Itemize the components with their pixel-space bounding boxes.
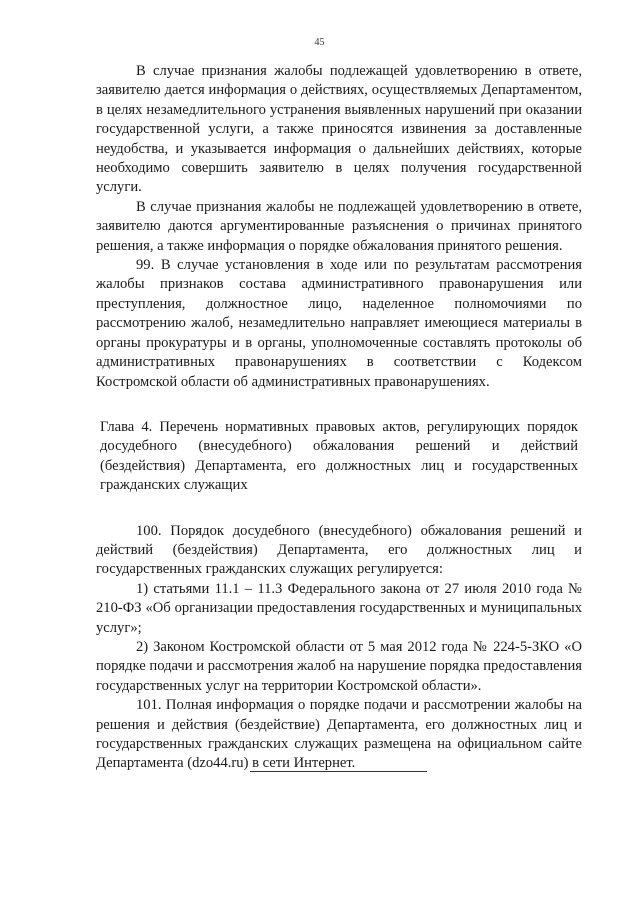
document-body	[96, 62, 582, 774]
list-item-federal-law: 1) статьями 11.1 – 11.3 Федерального закона от 27 июля 2010 года № 210-ФЗ «Об организации предоставления государственных и муниципальных услуг»;	[96, 580, 582, 636]
page-number: 45	[314, 37, 325, 48]
chapter-4-title: Глава 4. Перечень нормативных правовых актов, регулирующих порядок досудебного (внесудебного) обжалования решений и действий (бездействия) Департамента, его должностных лиц и государственных гражданских служащих	[100, 418, 578, 494]
paragraph-complaint-satisfied: В случае признания жалобы подлежащей удовлетворению в ответе, заявителю дается информация о действиях, осуществляемых Департаментом, в целях незамедлительного устранения выявленных нарушений при оказании государственной услуги, а также приносятся извинения за доставленные неудобства, и указывается информация о дальнейших действиях, которые необходимо совершить заявителю в целях получения государственной услуги.	[96, 63, 582, 196]
paragraph-99: 99. В случае установления в ходе или по результатам рассмотрения жалобы признаков состава административного правонарушения или преступления, должностное лицо, наделенное полномочиями по рассмотрению жалоб, незамедлительно направляет имеющиеся материалы в органы прокуратуры и в органы, уполномоченные составлять протоколы об административных правонарушениях в соответствии с Кодексом Костромской области об административных правонарушениях.	[96, 257, 582, 390]
paragraph-100: 100. Порядок досудебного (внесудебного) обжалования решений и действий (бездействия) Департамента, его должностных лиц и государственных гражданских служащих регулируется:	[96, 522, 582, 578]
closing-divider	[250, 771, 427, 772]
paragraph-complaint-rejected: В случае признания жалобы не подлежащей удовлетворению в ответе, заявителю даются аргументированные разъяснения о причинах принятого решения, а также информация о порядке обжалования принятого решения.	[96, 198, 582, 254]
list-item-regional-law: 2) Законом Костромской области от 5 мая 2012 года № 224-5-ЗКО «О порядке подачи и рассмотрения жалоб на нарушение порядка предоставления государственных услуг на территории Костромской области».	[96, 638, 582, 694]
spacer	[96, 392, 582, 418]
paragraph-101: 101. Полная информация о порядке подачи и рассмотрении жалобы на решения и действия (бездействие) Департамента, его должностных лиц и государственных гражданских служащих размещена на официальном сайте Департамента (dzo44.ru) в сети Интернет.	[96, 697, 582, 772]
spacer	[96, 496, 582, 522]
